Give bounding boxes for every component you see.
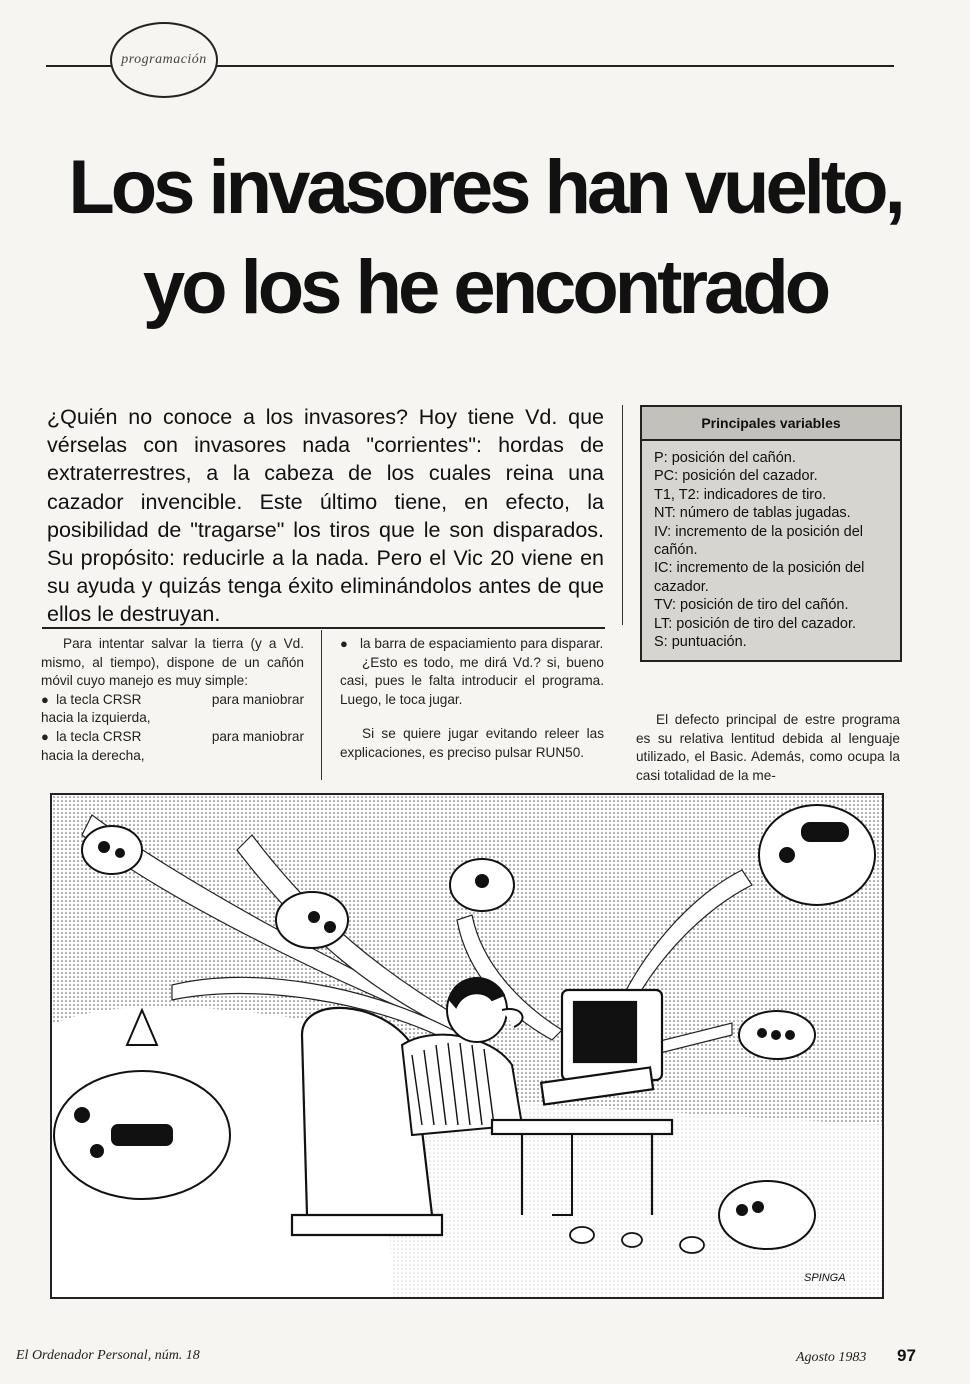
variable-item: T1, T2: indicadores de tiro. <box>654 486 827 503</box>
footer-date: Agosto 1983 <box>796 1350 867 1365</box>
variable-item: IV: incremento de la posición del cañón. <box>654 523 864 559</box>
artist-signature: SPINGA <box>804 1272 846 1284</box>
paragraph: El defecto principal de estre programa es su relativa lentitud debida al lenguaje utilizado, el Basic. Además, como ocupa la casi totalidad de la me- <box>636 712 900 783</box>
list-item: ● la barra de espaciamiento para disparar. <box>340 636 604 651</box>
variables-box <box>640 405 902 662</box>
variable-item: LT: posición de tiro del cazador. <box>654 615 857 632</box>
list-item: ● la tecla CRSR para maniobrar hacia la derecha, <box>41 728 304 765</box>
section-badge <box>110 22 218 98</box>
column-divider <box>622 405 623 625</box>
article-title <box>60 138 910 338</box>
variable-item: P: posición del cañón. <box>654 450 796 466</box>
title-line-1: Los invasores han vuelto, <box>68 145 902 230</box>
key-action: para maniobrar <box>211 691 304 707</box>
body-column-2 <box>340 635 604 763</box>
key-name: la tecla CRSR <box>56 728 142 744</box>
footer-magazine: El Ordenador Personal, núm. 18 <box>16 1348 200 1363</box>
cartoon-illustration <box>50 793 884 1299</box>
cartoon-drawing <box>52 795 882 1297</box>
lead-rule <box>42 627 605 629</box>
variable-item: NT: número de tablas jugadas. <box>654 505 851 522</box>
key-action-rest: hacia la derecha, <box>41 747 145 763</box>
article-lead: ¿Quién no conoce a los invasores? Hoy tiene Vd. que vérselas con invasores nada "corrientes": hordas de extraterrestres, a la cabeza de los cuales reina una cazador invencible. Este último tiene, en efecto, la posibilidad de "tragarse" los tiros que le son disparados. Su propósito: reducirle a la nada. Pero el Vic 20 viene en su ayuda y quizás tenga éxito eliminándolos antes de que ellos le destruyan. <box>47 405 604 627</box>
page-number: 97 <box>897 1346 916 1365</box>
variable-item: TV: posición de tiro del cañón. <box>654 597 849 614</box>
key-action: para maniobrar <box>211 728 304 744</box>
variables-list <box>642 441 900 651</box>
paragraph: Si se quiere jugar evitando releer las explicaciones, es preciso pulsar RUN50. <box>340 726 604 760</box>
list-item: ● la tecla CRSR para maniobrar hacia la izquierda, <box>41 691 304 728</box>
section-label: programación <box>121 52 207 67</box>
title-line-2: yo los he encontrado <box>142 245 828 330</box>
paragraph: ¿Esto es todo, me dirá Vd.? si, bueno casi, pues le falta introducir el programa. Luego, le toca jugar. <box>340 654 604 707</box>
key-action-rest: hacia la izquierda, <box>41 710 151 726</box>
column-divider <box>321 630 322 780</box>
variable-item: IC: incremento de la posición del cazador. <box>654 560 865 595</box>
key-name: la tecla CRSR <box>56 691 142 707</box>
variables-box-title: Principales variables <box>642 407 900 441</box>
body-column-1 <box>41 635 304 765</box>
paragraph: Para intentar salvar la tierra (y a Vd. mismo, al tiempo), dispone de un cañón móvil cuyo manejo es muy simple: <box>41 636 304 689</box>
variable-item: S: puntuación. <box>654 634 747 651</box>
variable-item: PC: posición del cazador. <box>654 468 818 485</box>
body-column-3 <box>636 711 900 785</box>
